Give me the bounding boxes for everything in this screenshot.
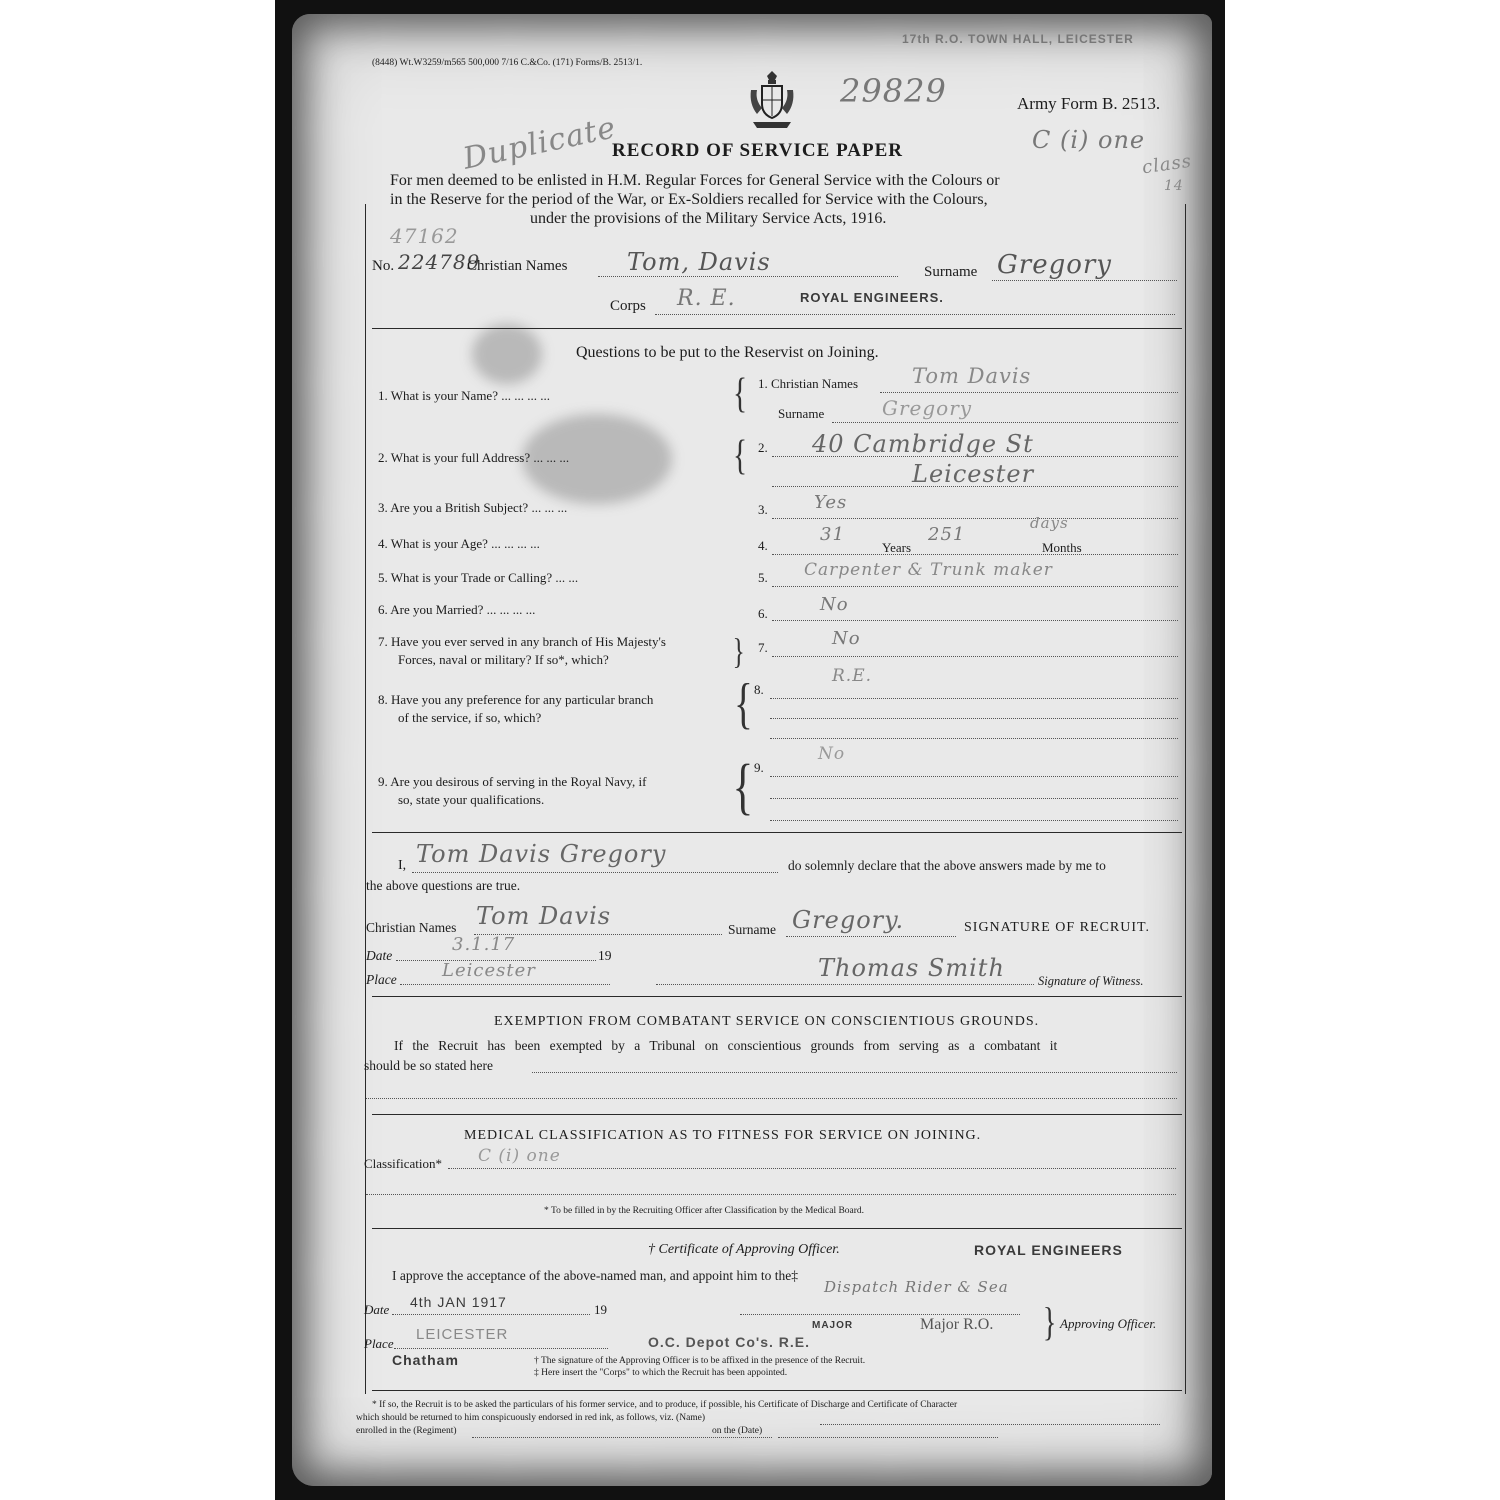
answer-5-value: Carpenter & Trunk maker — [804, 560, 1053, 580]
answer-1-surname-label: Surname — [778, 406, 825, 421]
answer-9-number: 9. — [754, 760, 764, 775]
field-line — [770, 776, 1178, 777]
address-line-1: 40 Cambridge St — [812, 430, 1034, 458]
answer-4-number: 4. — [758, 538, 768, 553]
question-3: 3. Are you a British Subject? ... ... ... — [378, 500, 568, 515]
declaration-place-value: Leicester — [442, 960, 536, 981]
classification-label: Classification* — [364, 1156, 442, 1171]
certificate-note-2: ‡ Here insert the "Corps" to which the Recruit has been appointed. — [534, 1368, 788, 1378]
section-divider — [372, 328, 1182, 329]
field-line — [770, 820, 1178, 821]
answer-6-value: No — [820, 594, 849, 615]
answer-1-christian-value: Tom Davis — [912, 364, 1032, 388]
major-ro: Major R.O. — [920, 1316, 994, 1333]
subtitle-line-3: under the provisions of the Military Service Acts, 1916. — [530, 210, 887, 227]
subtitle-line-2: in the Reserve for the period of the War, or Ex-Soldiers recalled for Service with the Colours, — [390, 191, 988, 208]
age-months-value: 251 — [928, 524, 966, 545]
declaration-i-label: I, — [398, 858, 407, 873]
certificate-text: I approve the acceptance of the above-named man, and appoint him to the‡ — [392, 1268, 798, 1283]
form-number: Army Form B. 2513. — [1017, 94, 1161, 113]
exemption-field-line — [532, 1072, 1177, 1073]
answer-3-number: 3. — [758, 502, 768, 517]
frame-left — [365, 204, 366, 1394]
surname-value: Gregory — [997, 250, 1112, 280]
bracket: } — [1042, 1299, 1057, 1344]
certificate-date-value: 4th JAN 1917 — [410, 1294, 507, 1310]
field-line — [772, 586, 1178, 587]
answer-8-number: 8. — [754, 682, 764, 697]
footer-field-line — [472, 1437, 772, 1438]
question-9-line-1: 9. Are you desirous of serving in the Royal Navy, if — [378, 774, 647, 789]
bracket: { — [733, 371, 748, 417]
field-line — [655, 314, 1175, 315]
certificate-date-label: Date — [364, 1302, 390, 1317]
certificate-date-suffix: 19 — [594, 1302, 607, 1317]
recruit-christian-label: Christian Names — [366, 920, 457, 935]
field-line — [740, 1314, 1020, 1315]
witness-signature-label: Signature of Witness. — [1038, 974, 1144, 988]
field-line — [770, 798, 1178, 799]
footer-line-2: which should be returned to him conspicuously endorsed in red ink, as follows, viz. (Name) — [356, 1413, 706, 1423]
field-line — [880, 392, 1178, 393]
christian-names-value: Tom, Davis — [627, 248, 771, 276]
footer-field-line — [778, 1437, 998, 1438]
corps-label: Corps — [610, 298, 646, 314]
question-8-line-1: 8. Have you any preference for any particular branch — [378, 692, 654, 707]
answer-5-number: 5. — [758, 570, 768, 585]
royal-engineers-stamp: ROYAL ENGINEERS — [974, 1242, 1123, 1258]
bracket: } — [732, 631, 745, 671]
field-line — [772, 554, 1178, 555]
age-days-note: days — [1030, 514, 1069, 532]
major-stamp: MAJOR — [812, 1320, 854, 1331]
field-line — [786, 936, 956, 937]
certificate-note-1: † The signature of the Approving Officer is to be affixed in the presence of the Recruit. — [534, 1356, 866, 1366]
age-months-label: Months — [1042, 540, 1082, 555]
frame-right — [1185, 204, 1186, 1394]
exemption-text-2: should be so stated here — [364, 1058, 493, 1073]
declaration-date-suffix: 19 — [598, 948, 612, 963]
subtitle-line-1: For men deemed to be enlisted in H.M. Regular Forces for General Service with the Colours or — [390, 172, 1000, 189]
chatham-stamp: Chatham — [392, 1352, 459, 1368]
declaration-text-1: do solemnly declare that the above answers made by me to — [788, 858, 1106, 873]
classification-value: C (i) one — [478, 1146, 561, 1166]
corps-stamp: ROYAL ENGINEERS. — [800, 290, 944, 305]
declaration-date-value: 3.1.17 — [452, 934, 516, 955]
section-divider — [372, 1114, 1182, 1115]
form-title: RECORD OF SERVICE PAPER — [612, 140, 903, 161]
answer-1-christian-label: 1. Christian Names — [758, 376, 859, 391]
annotation-14: 14 — [1164, 178, 1184, 194]
field-line — [770, 738, 1178, 739]
field-line — [392, 1314, 590, 1315]
file-number: 29829 — [840, 72, 947, 110]
class-annotation-2: class — [1140, 150, 1194, 179]
footer-field-line — [820, 1424, 1160, 1425]
service-number: 224789 — [398, 250, 481, 274]
recruit-surname-label: Surname — [728, 922, 776, 937]
field-line — [400, 984, 610, 985]
field-line — [992, 280, 1177, 281]
field-line — [656, 984, 1034, 985]
exemption-text-1: If the Recruit has been exempted by a Tribunal on conscientious grounds from serving as a combatant it — [394, 1038, 1058, 1053]
bracket: { — [733, 433, 748, 479]
field-line — [832, 422, 1178, 423]
field-line — [394, 1348, 608, 1349]
section-divider — [372, 832, 1182, 833]
field-line — [366, 1194, 1176, 1195]
field-line — [448, 1168, 1176, 1169]
declarant-name: Tom Davis Gregory — [416, 840, 667, 868]
questions-heading: Questions to be put to the Reservist on Joining. — [576, 344, 879, 361]
corps-value: R. E. — [677, 286, 736, 311]
section-divider — [372, 1228, 1182, 1229]
exemption-heading: EXEMPTION FROM COMBATANT SERVICE ON CONSCIENTIOUS GROUNDS. — [494, 1014, 1040, 1029]
field-line — [598, 276, 898, 277]
question-6: 6. Are you Married? ... ... ... ... — [378, 602, 536, 617]
surname-label: Surname — [924, 264, 978, 280]
depot-stamp: O.C. Depot Co's. R.E. — [648, 1334, 811, 1350]
footer-line-3a: enrolled in the (Regiment) — [356, 1426, 457, 1436]
answer-7-value: No — [832, 628, 861, 649]
bracket: { — [734, 673, 753, 735]
declaration-text-2: the above questions are true. — [366, 878, 521, 893]
answer-8-value: R.E. — [832, 666, 873, 686]
recruit-christian-value: Tom Davis — [476, 902, 612, 930]
age-years-value: 31 — [820, 524, 845, 545]
age-years-label: Years — [882, 540, 912, 555]
section-divider — [372, 996, 1182, 997]
question-7-line-2: Forces, naval or military? If so*, which? — [398, 652, 609, 667]
certificate-place-label: Place — [364, 1336, 394, 1351]
answer-1-surname-value: Gregory — [882, 396, 973, 420]
declaration-date-label: Date — [366, 948, 393, 963]
question-4: 4. What is your Age? ... ... ... ... — [378, 536, 540, 551]
recruit-surname-value: Gregory. — [792, 906, 905, 934]
certificate-heading: † Certificate of Approving Officer. — [648, 1242, 840, 1257]
town-hall-stamp: 17th R.O. TOWN HALL, LEICESTER — [902, 32, 1134, 46]
medical-heading: MEDICAL CLASSIFICATION AS TO FITNESS FOR SERVICE ON JOINING. — [464, 1128, 982, 1143]
stain-mark — [472, 324, 542, 384]
address-line-2: Leicester — [912, 460, 1035, 488]
field-line — [770, 718, 1178, 719]
section-divider — [372, 1390, 1182, 1391]
witness-signature: Thomas Smith — [818, 954, 1005, 982]
field-line — [772, 518, 1178, 519]
field-line — [772, 656, 1178, 657]
bracket: { — [732, 753, 754, 821]
duplicate-annotation: Duplicate — [460, 110, 620, 177]
question-9-line-2: so, state your qualifications. — [398, 792, 545, 807]
royal-coat-of-arms-icon — [747, 70, 797, 132]
answer-6-number: 6. — [758, 606, 768, 621]
footer-line-1: * If so, the Recruit is to be asked the particulars of his former service, and to produce, if possible, his Certificate of Discharge and Certificate of Character — [372, 1400, 958, 1410]
answer-3-value: Yes — [814, 492, 848, 513]
christian-names-label: Christian Names — [467, 258, 568, 274]
field-line — [412, 872, 778, 873]
field-line — [772, 620, 1178, 621]
declaration-place-label: Place — [366, 972, 397, 987]
recruit-signature-label: SIGNATURE OF RECRUIT. — [964, 920, 1151, 935]
footer-line-3b: on the (Date) — [712, 1426, 763, 1436]
exemption-field-line — [366, 1098, 1177, 1099]
question-7-line-1: 7. Have you ever served in any branch of His Majesty's — [378, 634, 666, 649]
form-paper — [292, 14, 1212, 1486]
number-label: No. — [372, 258, 395, 274]
answer-2-number: 2. — [758, 440, 768, 455]
question-2: 2. What is your full Address? ... ... ... — [378, 450, 570, 465]
medical-footnote: * To be filled in by the Recruiting Officer after Classification by the Medical Board. — [544, 1206, 865, 1216]
field-line — [770, 698, 1178, 699]
appointment-value: Dispatch Rider & Sea — [824, 1278, 1009, 1296]
answer-7-number: 7. — [758, 640, 768, 655]
question-5: 5. What is your Trade or Calling? ... ... — [378, 570, 579, 585]
question-8-line-2: of the service, if so, which? — [398, 710, 542, 725]
place-stamp: LEICESTER — [416, 1326, 509, 1343]
answer-9-value: No — [818, 744, 846, 764]
print-code: (8448) Wt.W3259/m565 500,000 7/16 C.&Co. (171) Forms/B. 2513/1. — [372, 58, 643, 68]
old-number: 47162 — [390, 224, 459, 248]
approving-officer-label: Approving Officer. — [1060, 1316, 1157, 1331]
question-1: 1. What is your Name? ... ... ... ... — [378, 388, 550, 403]
class-annotation: C (i) one — [1032, 126, 1146, 154]
